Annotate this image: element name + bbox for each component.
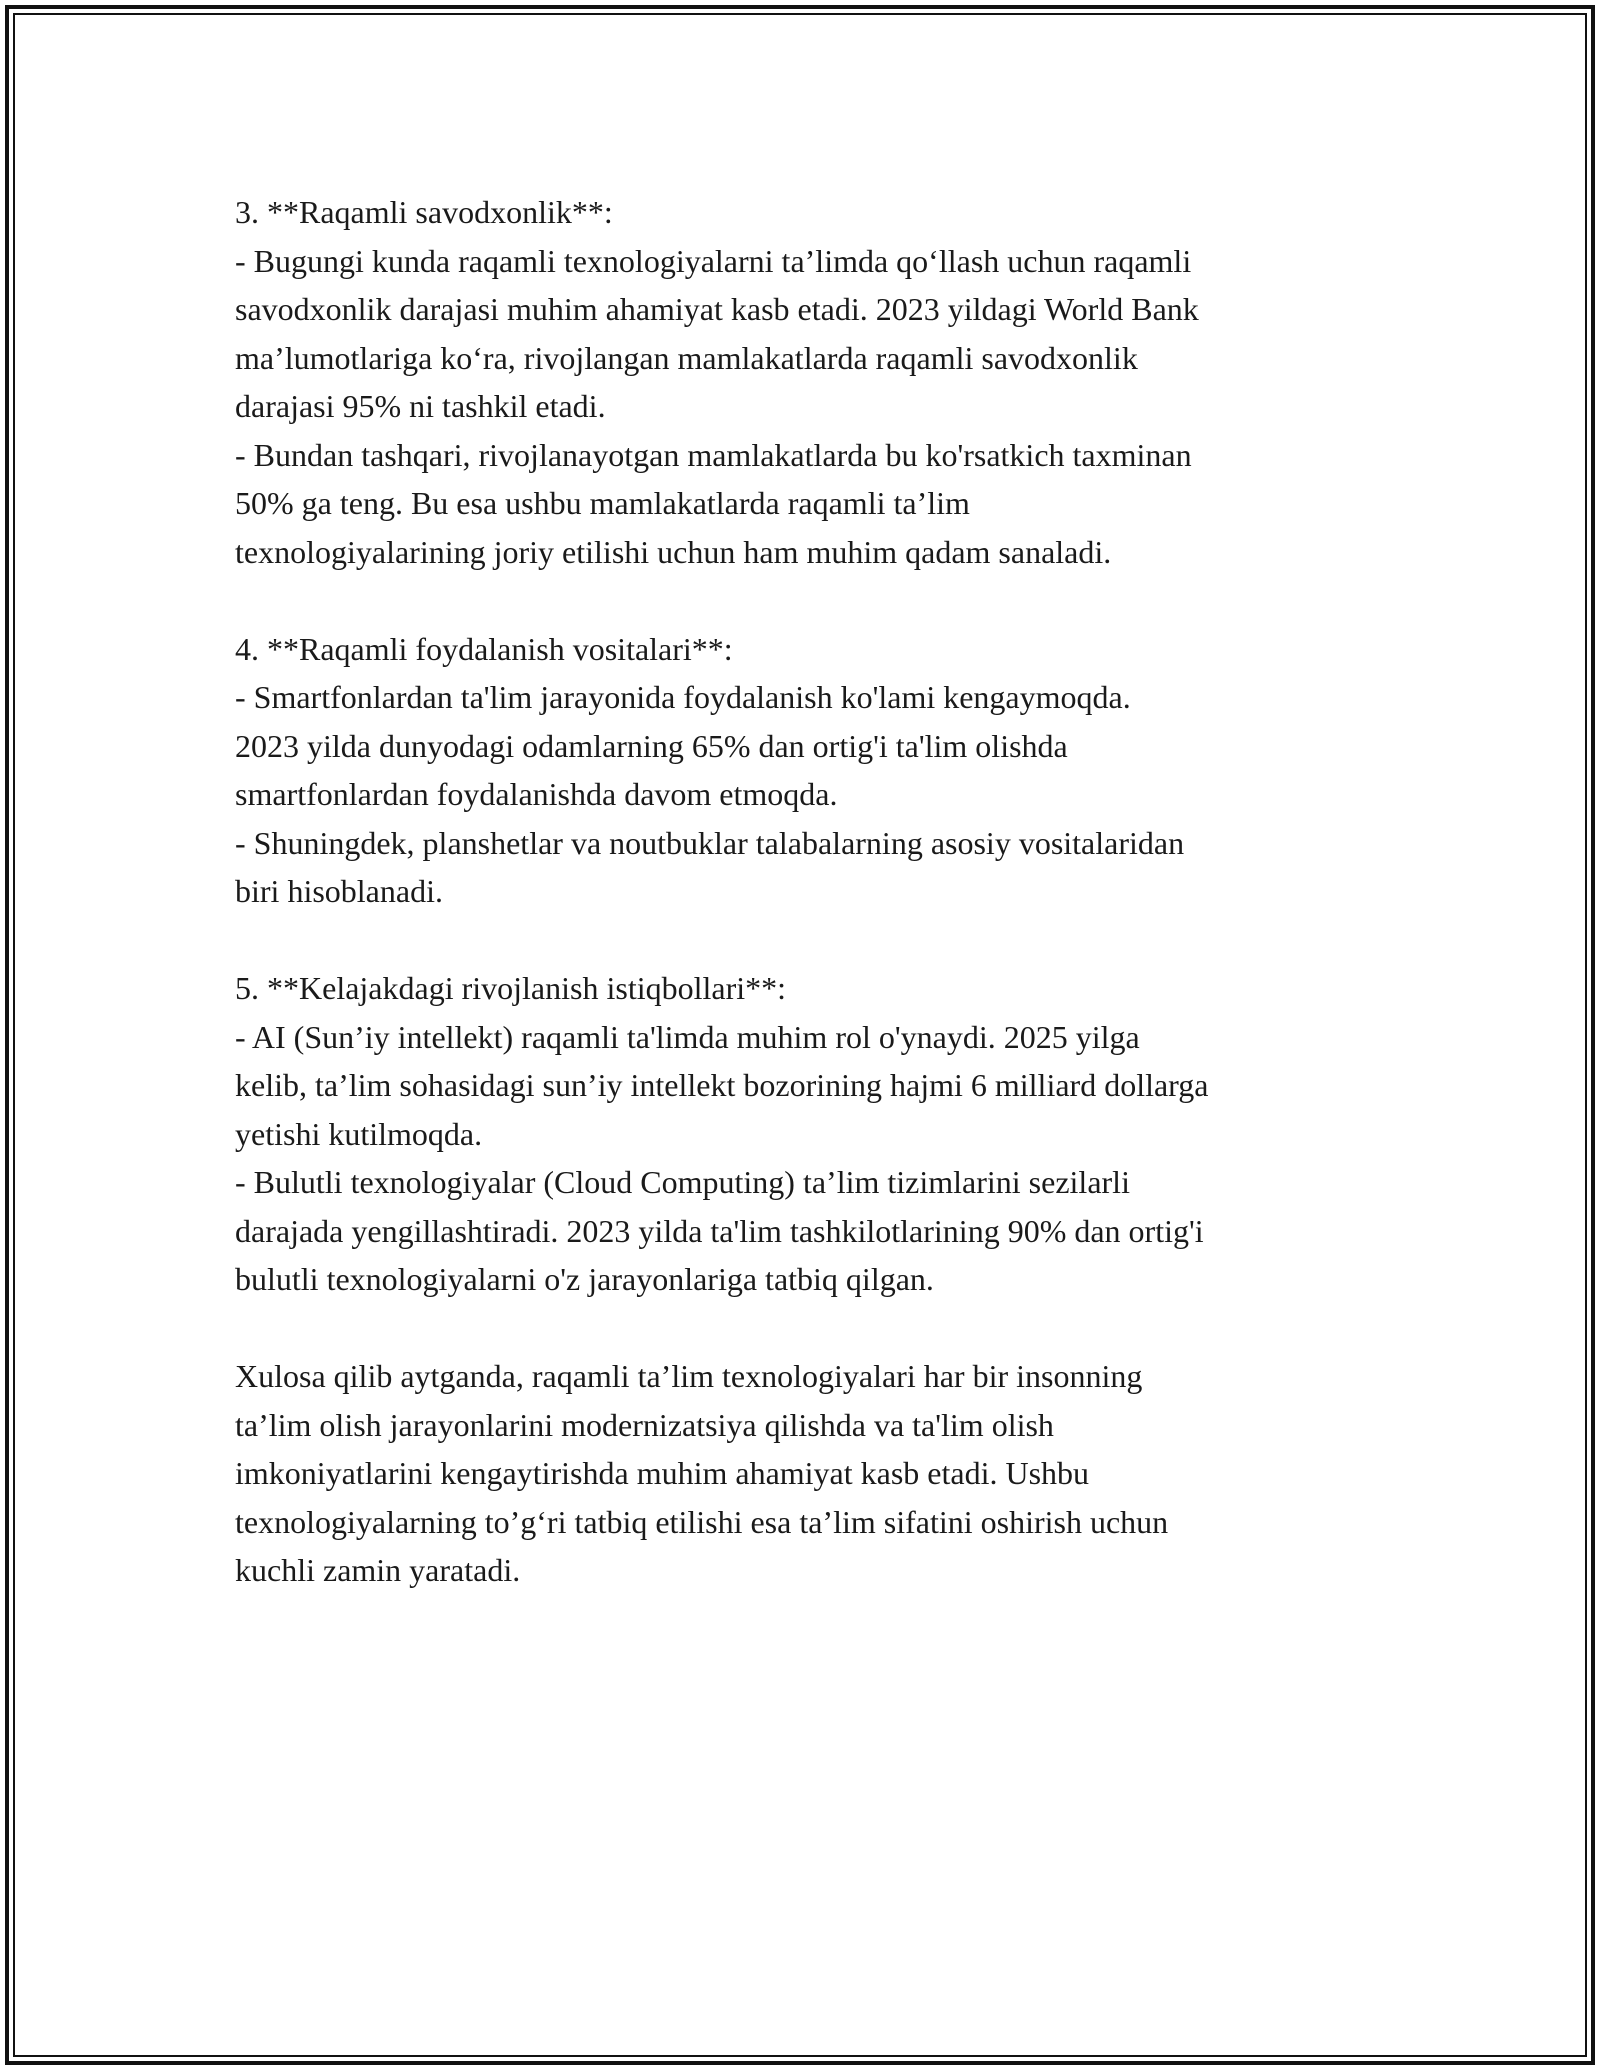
section-heading: 3. **Raqamli savodxonlik**:: [235, 194, 613, 230]
bullet-paragraph: - AI (Sun’iy intellekt) raqamli ta'limda muhim rol o'ynaydi. 2025 yilga kelib, ta’lim sohasidagi sun’iy intellekt bozorining hajmi 6 milliard dollarga yetishi kutilmoqda.: [235, 1018, 1209, 1152]
paragraph-spacer: [235, 916, 1385, 965]
bullet-paragraph: - Bulutli texnologiyalar (Cloud Computing) ta’lim tizimlarini sezilarli darajada yengillashtiradi. 2023 yilda ta'lim tashkilotlarining 90% dan ortig'i bulutli texnologiyalarni o'z jarayonlariga tatbiq qilgan.: [235, 1164, 1204, 1297]
paragraph-spacer: [235, 576, 1385, 625]
bullet-paragraph: - Bugungi kunda raqamli texnologiyalarni ta’limda qo‘llash uchun raqamli savodxonlik darajasi muhim ahamiyat kasb etadi. 2023 yildagi World Bank ma’lumotlariga ko‘ra, rivojlangan mamlakatlarda raqamli savodxonlik darajasi 95% ni tashkil etadi.: [235, 242, 1199, 424]
bullet-paragraph: - Bundan tashqari, rivojlanayotgan mamlakatlarda bu ko'rsatkich taxminan 50% ga teng. Bu esa ushbu mamlakatlarda raqamli ta’lim texnologiyalarining joriy etilishi uchun ham muhim qadam sanaladi.: [235, 436, 1192, 570]
bullet-paragraph: - Shuningdek, planshetlar va noutbuklar talabalarning asosiy vositalaridan biri hisoblanadi.: [235, 824, 1185, 909]
bullet-paragraph: - Smartfonlardan ta'lim jarayonida foydalanish ko'lami kengaymoqda. 2023 yilda dunyodagi odamlarning 65% dan ortig'i ta'lim olishda smartfonlardan foydalanishda davom etmoqda.: [235, 679, 1131, 812]
section-digital-literacy: [235, 188, 1385, 576]
section-digital-tools: [235, 625, 1385, 916]
paragraph-spacer: [235, 1304, 1385, 1353]
conclusion-paragraph: Xulosa qilib aytganda, raqamli ta’lim texnologiyalari har bir insonning ta’lim olish jarayonlarini modernizatsiya qilishda va ta'lim olish imkoniyatlarini kengaytirishda muhim ahamiyat kasb etadi. Ushbu texnologiyalarning to’g‘ri tatbiq etilishi esa ta’lim sifatini oshirish uchun kuchli zamin yaratadi.: [235, 1358, 1169, 1588]
section-future-prospects: [235, 964, 1385, 1304]
document-body: [235, 188, 1385, 1595]
section-heading: 5. **Kelajakdagi rivojlanish istiqbollari**:: [235, 970, 787, 1006]
section-heading: 4. **Raqamli foydalanish vositalari**:: [235, 630, 733, 667]
